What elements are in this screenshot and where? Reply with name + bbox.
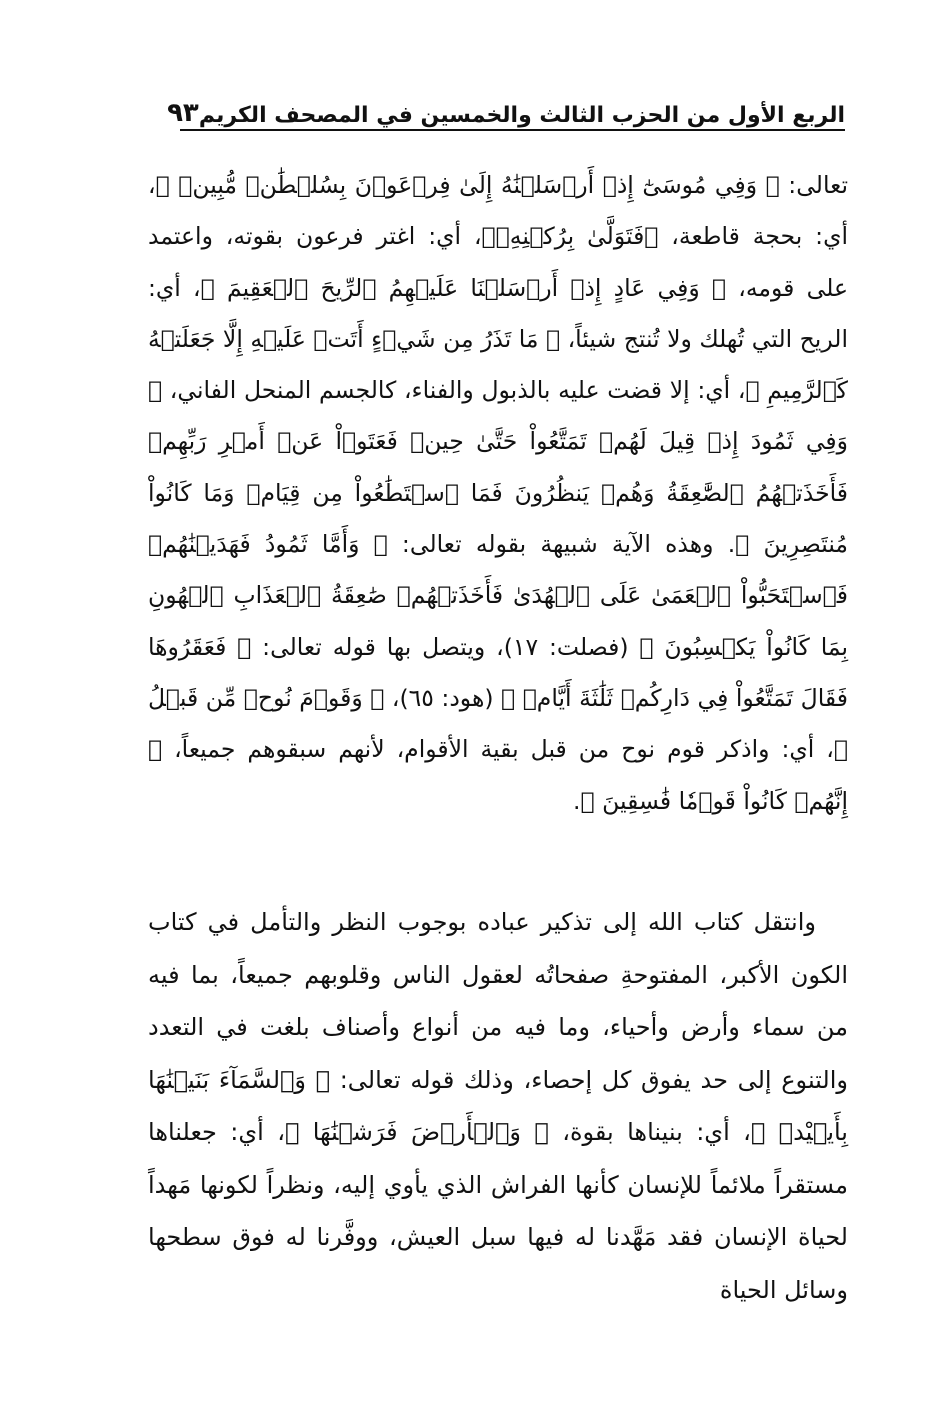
- header-rule: [180, 129, 845, 131]
- page-number: ٩٣: [167, 98, 199, 128]
- header-title: الربع الأول من الحزب الثالث والخمسين في المصحف الكريم: [198, 103, 845, 128]
- running-header: [167, 92, 845, 128]
- paragraph-1-text: تعالى: ﴿ وَفِي مُوسَىٰٓ إِذۡ أَرۡسَلۡنَٰهُ إِلَىٰ فِرۡعَوۡنَ بِسُلۡطَٰنٖ مُّبِينٖ ﴾، أي: بحجة قاطعة، ﴿فَتَوَلَّىٰ بِرُكۡنِهِۦ﴾، أي: اغتر فرعون بقوته، واعتمد على قومه، ﴿ وَفِي عَادٍ إِذۡ أَرۡسَلۡنَا عَلَيۡهِمُ ٱلرِّيحَ ٱلۡعَقِيمَ ﴾، أي: الريح التي تُهلك ولا تُنتج شيئاً، ﴿ مَا تَذَرُ مِن شَيۡءٍ أَتَتۡ عَلَيۡهِ إِلَّا جَعَلَتۡهُ كَٱلرَّمِيمِ ﴾، أي: إلا قضت عليه بالذبول والفناء، كالجسم المنحل الفاني، ﴿ وَفِي ثَمُودَ إِذۡ قِيلَ لَهُمۡ تَمَتَّعُواْ حَتَّىٰ حِينٖ فَعَتَوۡاْ عَنۡ أَمۡرِ رَبِّهِمۡ فَأَخَذَتۡهُمُ ٱلصَّٰعِقَةُ وَهُمۡ يَنظُرُونَ فَمَا ٱسۡتَطَٰعُواْ مِن قِيَامٖ وَمَا كَانُواْ مُنتَصِرِينَ ﴾. وهذه الآية شبيهة بقوله تعالى: ﴿ وَأَمَّا ثَمُودُ فَهَدَيۡنَٰهُمۡ فَٱسۡتَحَبُّواْ ٱلۡعَمَىٰ عَلَى ٱلۡهُدَىٰ فَأَخَذَتۡهُمۡ صَٰعِقَةُ ٱلۡعَذَابِ ٱلۡهُونِ بِمَا كَانُواْ يَكۡسِبُونَ ﴾ (فصلت: ١٧)، ويتصل بها قوله تعالى: ﴿ فَعَقَرُوهَا فَقَالَ تَمَتَّعُواْ فِي دَارِكُمۡ ثَلَٰثَةَ أَيَّامٖ ﴾ (هود: ٦٥)، ﴿ وَقَوۡمَ نُوحٖ مِّن قَبۡلُ ﴾، أي: واذكر قوم نوح من قبل بقية الأقوام، لأنهم سبقوهم جميعاً، ﴿ إِنَّهُمۡ كَانُواْ قَوۡمٗا فَٰسِقِينَ ﴾.: [148, 171, 849, 815]
- paragraph-2-text: وانتقل كتاب الله إلى تذكير عباده بوجوب النظر والتأمل في كتاب الكون الأكبر، المفتوحةِ صفحاتُه لعقول الناس وقلوبهم جميعاً، بما فيه من سماء وأرض وأحياء، وما فيه من أنواع وأصناف بلغت في التعدد والتنوع إلى حد يفوق كل إحصاء، وذلك قوله تعالى: ﴿ وَٱلسَّمَآءَ بَنَيۡنَٰهَا بِأَيۡيْدٖ ﴾، أي: بنيناها بقوة، ﴿ وَٱلۡأَرۡضَ فَرَشۡنَٰهَا ﴾، أي: جعلناها مستقراً ملائماً للإنسان كأنها الفراش الذي يأوي إليه، ونظراً لكونها مَهداً لحياة الإنسان فقد مَهَّدنا له فيها سبل العيش، ووفَّرنا له فوق سطحها وسائل الحياة: [148, 908, 848, 1304]
- paragraph-2: [148, 896, 848, 1316]
- paragraph-1: [148, 160, 848, 827]
